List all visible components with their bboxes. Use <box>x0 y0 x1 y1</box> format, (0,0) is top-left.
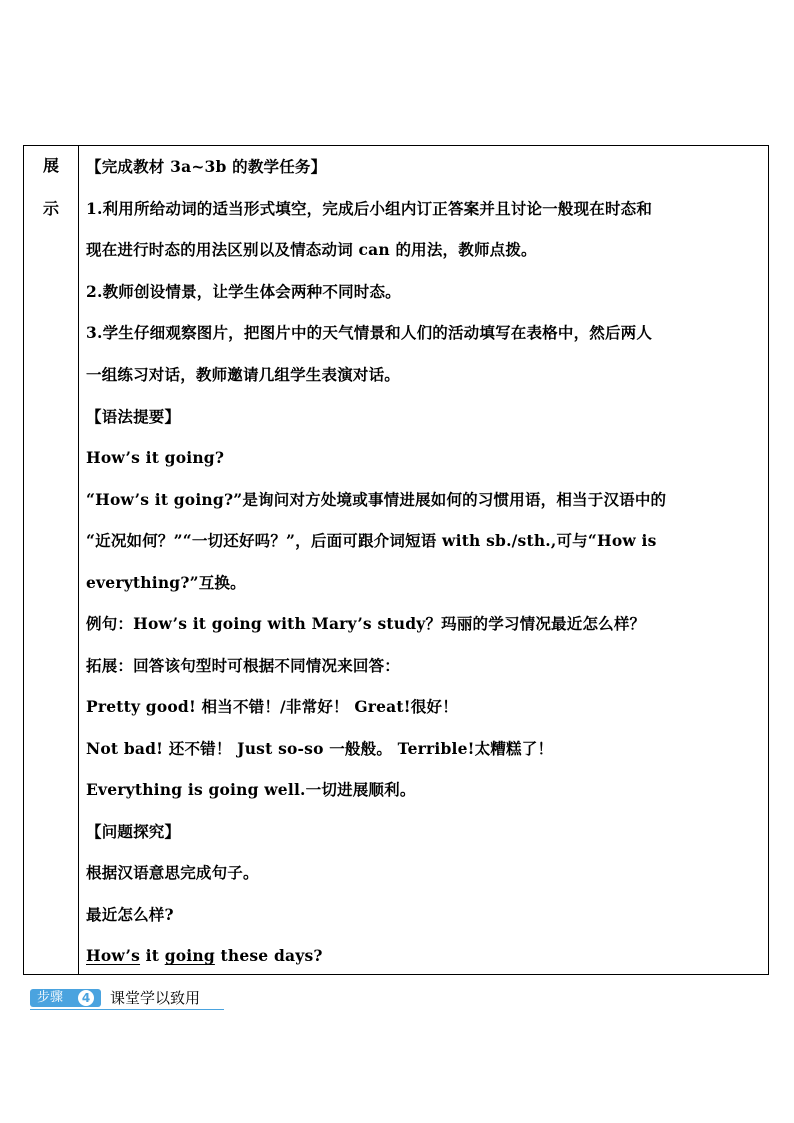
section-heading: 【语法提要】 <box>86 407 181 426</box>
text-line: 根据汉语意思完成句子。 <box>86 863 259 882</box>
row-label-char: 示 <box>42 199 59 218</box>
text-line: 1.利用所给动词的适当形式填空，完成后小组内订正答案并且讨论一般现在时态和 <box>86 199 653 218</box>
answer-word: it <box>145 946 160 965</box>
text-line: Not bad! 还不错！ Just so-so 一般般。 Terrible!太糟糕了！ <box>86 739 554 758</box>
answer-tail: these days? <box>220 946 323 965</box>
section-heading: 【完成教材 3a~3b 的教学任务】 <box>86 157 327 176</box>
step-number: 4 <box>78 990 94 1006</box>
answer-blank: How’s <box>86 946 141 965</box>
column-divider <box>78 146 79 974</box>
text-line: 拓展：回答该句型时可根据不同情况来回答： <box>86 656 401 675</box>
answer-line <box>86 945 323 967</box>
section-heading: 【问题探究】 <box>86 822 181 841</box>
lesson-table <box>23 145 769 975</box>
text-line: 例句：How’s it going with Mary’s study？玛丽的学习情况最近怎么样？ <box>86 614 646 633</box>
step-badge <box>30 989 101 1007</box>
text-line: 现在进行时态的用法区别以及情态动词 can 的用法，教师点拨。 <box>86 240 537 259</box>
text-line: 3.学生仔细观察图片，把图片中的天气情景和人们的活动填写在表格中，然后两人 <box>86 323 653 342</box>
step-title: 课堂学以致用 <box>110 989 201 1007</box>
text-line: 2.教师创设情景，让学生体会两种不同时态。 <box>86 282 401 301</box>
text-line: “近况如何？”“一切还好吗？”，后面可跟介词短语 with sb./sth.,可与“How is <box>86 531 657 550</box>
step-underline <box>30 1009 224 1010</box>
text-line: “How’s it going?”是询问对方处境或事情进展如何的习惯用语，相当于汉语中的 <box>86 490 667 509</box>
text-line: 最近怎么样? <box>86 905 174 924</box>
text-line: Everything is going well.一切进展顺利。 <box>86 780 416 799</box>
text-line: 一组练习对话，教师邀请几组学生表演对话。 <box>86 365 401 384</box>
answer-blank: going <box>164 946 215 965</box>
text-line: How’s it going? <box>86 448 225 467</box>
row-label-char: 展 <box>42 156 59 175</box>
text-line: Pretty good! 相当不错！/非常好！ Great!很好！ <box>86 697 458 716</box>
step-label: 步骤 <box>37 990 64 1005</box>
text-line: everything?”互换。 <box>86 573 246 592</box>
